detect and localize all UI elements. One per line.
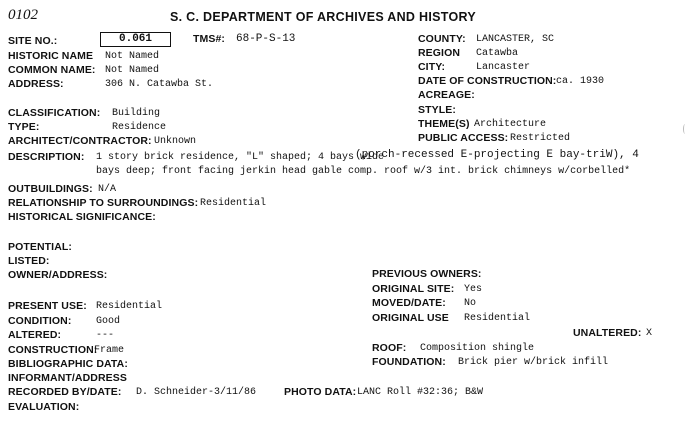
common-name-label: COMMON NAME:: [8, 64, 96, 76]
tms-value: 68-P-S-13: [236, 33, 296, 45]
altered-value: ---: [96, 330, 115, 341]
themes-value: Architecture: [474, 119, 547, 130]
common-name-value: Not Named: [105, 65, 160, 76]
themes-label: THEME(S): [418, 118, 470, 130]
county-label: COUNTY:: [418, 33, 466, 45]
date-of-construction-label: DATE OF CONSTRUCTION:: [418, 75, 557, 87]
condition-value: Good: [96, 316, 121, 327]
unaltered-label: UNALTERED:: [573, 327, 642, 339]
site-no-value: 0.061: [100, 32, 171, 47]
description-line-1: 1 story brick residence, "L" shaped; 4 bays wide: [96, 152, 385, 163]
public-access-value: Restricted: [510, 133, 571, 144]
outbuildings-label: OUTBUILDINGS:: [8, 183, 93, 195]
historic-name-label: HISTORIC NAME: [8, 50, 94, 62]
historic-name-value: Not Named: [105, 51, 160, 62]
description-line-1-typed: (porch-recessed E-projecting E bay-triW), 4: [355, 149, 639, 161]
construction-value: Frame: [94, 345, 125, 356]
evaluation-label: EVALUATION:: [8, 401, 80, 413]
description-label: DESCRIPTION:: [8, 151, 85, 163]
original-site-label: ORIGINAL SITE:: [372, 283, 455, 295]
description-line-2: bays deep; front facing jerkin head gable comp. roof w/3 int. brick chimneys w/corbelled*: [96, 166, 631, 177]
style-label: STYLE:: [418, 104, 456, 116]
relationship-value: Residential: [200, 198, 267, 209]
public-access-label: PUBLIC ACCESS:: [418, 132, 509, 144]
photo-data-value: LANC Roll #32:36; B&W: [357, 387, 484, 398]
moved-date-value: No: [464, 298, 477, 309]
recorded-by-label: RECORDED BY/DATE:: [8, 386, 122, 398]
date-of-construction-value: ca. 1930: [556, 76, 605, 87]
city-label: CITY:: [418, 61, 446, 73]
roof-label: ROOF:: [372, 342, 407, 354]
region-label: REGION: [418, 47, 461, 59]
recorded-by-value: D. Schneider-3/11/86: [136, 387, 257, 398]
county-value: LANCASTER, SC: [476, 34, 555, 45]
type-value: Residence: [112, 122, 167, 133]
unaltered-value: X: [646, 328, 653, 339]
historical-significance-label: HISTORICAL SIGNIFICANCE:: [8, 211, 156, 223]
present-use-label: PRESENT USE:: [8, 300, 87, 312]
handwritten-file-number: 0102: [8, 7, 38, 23]
foundation-label: FOUNDATION:: [372, 356, 446, 368]
previous-owners-label: PREVIOUS OWNERS:: [372, 268, 482, 280]
original-use-label: ORIGINAL USE: [372, 312, 449, 324]
original-use-value: Residential: [464, 313, 531, 324]
altered-label: ALTERED:: [8, 329, 62, 341]
construction-label: CONSTRUCTION:: [8, 344, 98, 356]
bibliographic-data-label: BIBLIOGRAPHIC DATA:: [8, 358, 128, 370]
roof-value: Composition shingle: [420, 343, 535, 354]
informant-address-label: INFORMANT/ADDRESS: [8, 372, 127, 384]
present-use-value: Residential: [96, 301, 163, 312]
acreage-label: ACREAGE:: [418, 89, 475, 101]
type-label: TYPE:: [8, 121, 40, 133]
city-value: Lancaster: [476, 62, 531, 73]
condition-label: CONDITION:: [8, 315, 72, 327]
architect-value: Unknown: [154, 136, 197, 147]
owner-address-label: OWNER/ADDRESS:: [8, 269, 108, 281]
outbuildings-value: N/A: [98, 184, 117, 195]
region-value: Catawba: [476, 48, 519, 59]
original-site-value: Yes: [464, 284, 483, 295]
foundation-value: Brick pier w/brick infill: [458, 357, 609, 368]
scan-mark: [683, 124, 687, 134]
potential-label: POTENTIAL:: [8, 241, 72, 253]
address-label: ADDRESS:: [8, 78, 64, 90]
listed-label: LISTED:: [8, 255, 50, 267]
page-title: S. C. DEPARTMENT OF ARCHIVES AND HISTORY: [170, 10, 476, 24]
address-value: 306 N. Catawba St.: [105, 79, 214, 90]
moved-date-label: MOVED/DATE:: [372, 297, 446, 309]
photo-data-label: PHOTO DATA:: [284, 386, 357, 398]
classification-value: Building: [112, 108, 161, 119]
relationship-label: RELATIONSHIP TO SURROUNDINGS:: [8, 197, 199, 209]
classification-label: CLASSIFICATION:: [8, 107, 101, 119]
site-no-label: SITE NO.:: [8, 35, 58, 47]
architect-label: ARCHITECT/CONTRACTOR:: [8, 135, 152, 147]
tms-label: TMS#:: [193, 33, 225, 45]
